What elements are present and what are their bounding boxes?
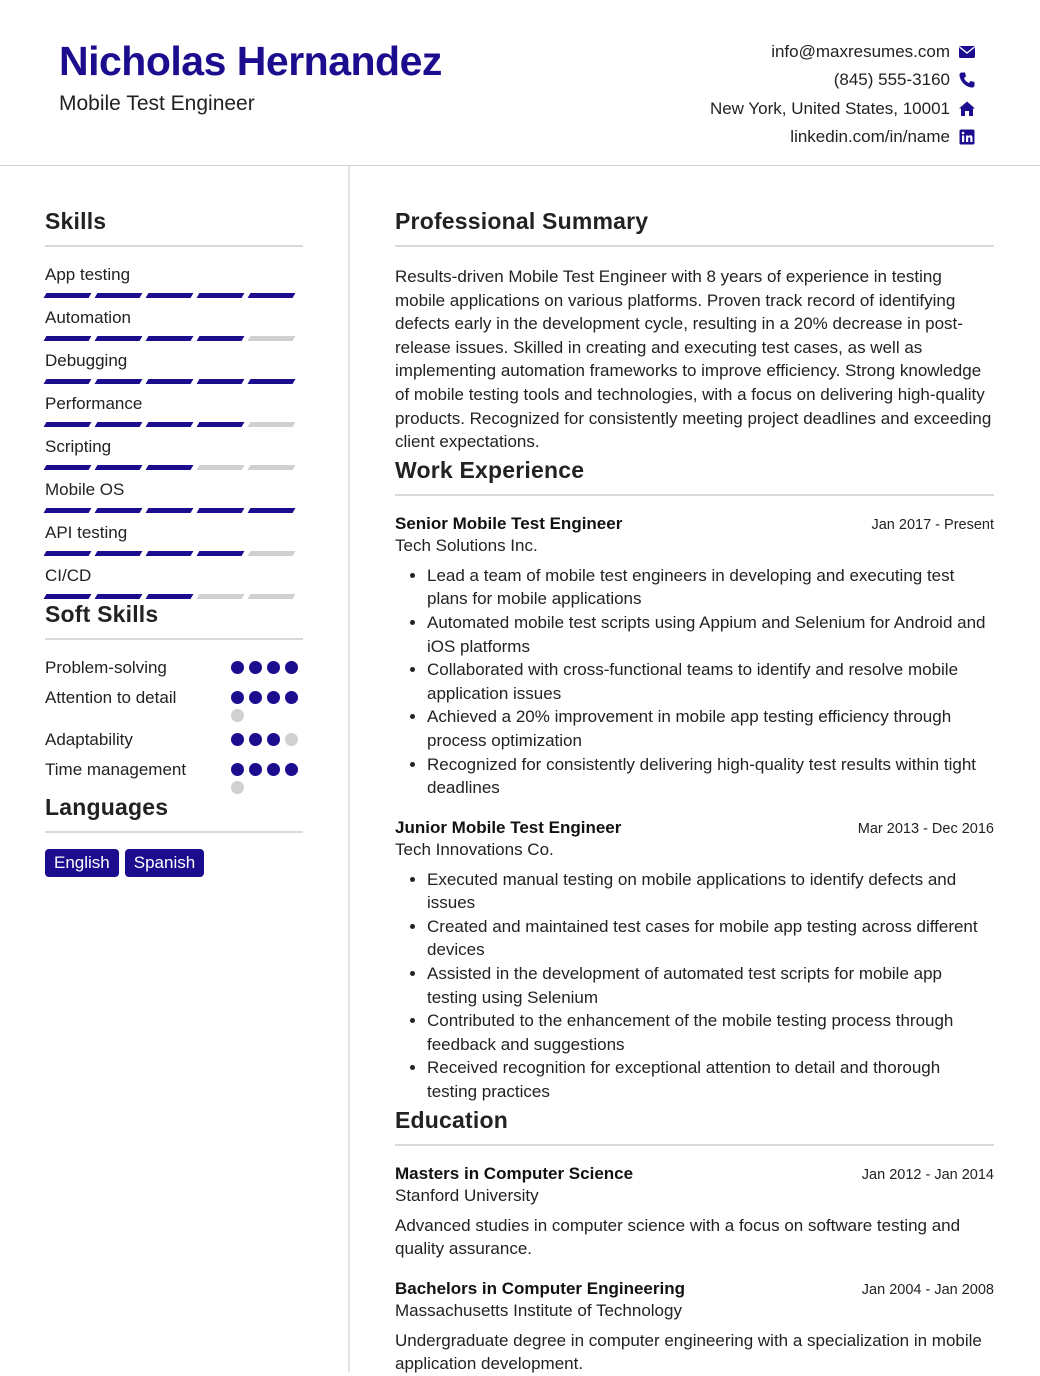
candidate-name: Nicholas Hernandez [59, 38, 442, 84]
language-badge: Spanish [125, 849, 204, 877]
education-dates: Jan 2004 - Jan 2008 [861, 1281, 994, 1298]
skill-level-segment [146, 594, 194, 599]
skill-level-segment [146, 551, 194, 556]
skill-level-segment [197, 508, 245, 513]
job-bullet: • Executed manual testing on mobile applications to identify defects and issues [427, 868, 994, 915]
education-entry [395, 1279, 994, 1376]
rating-dot [249, 733, 262, 746]
degree-name: Masters in Computer Science [395, 1163, 634, 1183]
left-column [45, 208, 303, 877]
rating-dot [267, 661, 280, 674]
phone-icon [958, 71, 976, 89]
job-bullet: • Lead a team of mobile test engineers in developing and executing test plans for mobile applications [427, 564, 994, 611]
experience-heading: Work Experience [395, 457, 994, 496]
skill-level-segment [95, 594, 143, 599]
skill-level-segment [95, 465, 143, 470]
rating-dot [267, 691, 280, 704]
home-icon [958, 100, 976, 118]
skill-level-segment [95, 379, 143, 384]
skill-item [45, 478, 303, 521]
soft-skill-item [45, 656, 303, 680]
skills-list [45, 263, 303, 607]
contact-email-text: info@maxresumes.com [771, 42, 950, 62]
job-bullets [395, 564, 994, 800]
soft-skills-list [45, 656, 303, 794]
rating-dot [249, 691, 262, 704]
job-entry [395, 514, 994, 800]
job-company: Tech Innovations Co. [395, 839, 554, 859]
skill-name: API testing [45, 523, 128, 542]
skill-name: Debugging [45, 351, 128, 370]
resume-header [0, 0, 1040, 166]
right-column [395, 208, 994, 1376]
soft-skill-rating [231, 728, 303, 752]
rating-dot [231, 709, 244, 722]
skill-level-segment [95, 293, 143, 298]
skill-level-segment [197, 551, 245, 556]
column-divider [348, 166, 350, 1372]
skill-level-segment [146, 293, 194, 298]
job-bullet: • Received recognition for exceptional attention to detail and thorough testing practices [427, 1056, 994, 1103]
job-entry [395, 818, 994, 1104]
skill-level-segment [44, 508, 92, 513]
job-title: Junior Mobile Test Engineer [395, 817, 622, 837]
job-bullet: • Contributed to the enhancement of the mobile testing process through feedback and suggestions [427, 1009, 994, 1056]
rating-dot [231, 733, 244, 746]
soft-skill-name: Time management [45, 760, 187, 779]
skill-level-segment [95, 336, 143, 341]
job-bullet: • Created and maintained test cases for mobile app testing across different devices [427, 915, 994, 962]
skill-item [45, 349, 303, 392]
candidate-title: Mobile Test Engineer [59, 92, 255, 115]
skill-level-segment [95, 551, 143, 556]
skill-level-segment [44, 594, 92, 599]
soft-skill-name: Problem-solving [45, 658, 167, 677]
degree-name: Bachelors in Computer Engineering [395, 1278, 685, 1298]
contact-location-text: New York, United States, 10001 [709, 98, 950, 118]
skill-level-segment [248, 594, 296, 599]
skills-heading: Skills [45, 208, 303, 247]
soft-skills-heading: Soft Skills [45, 601, 303, 640]
skill-level-segment [248, 551, 296, 556]
contact-email[interactable] [710, 38, 976, 66]
skill-level-segment [146, 422, 194, 427]
contact-phone-text: (845) 555-3160 [833, 70, 950, 90]
job-bullet: • Automated mobile test scripts using Appium and Selenium for Android and iOS platforms [427, 611, 994, 658]
soft-skill-name: Attention to detail [45, 688, 177, 707]
skill-level-segment [44, 293, 92, 298]
languages-heading: Languages [45, 794, 303, 833]
experience-list [395, 514, 994, 1104]
skill-level-segment [44, 379, 92, 384]
contact-list [710, 38, 976, 151]
skill-name: CI/CD [45, 566, 92, 585]
skill-level-segment [146, 465, 194, 470]
skill-level-segment [95, 422, 143, 427]
rating-dot [249, 763, 262, 776]
rating-dot [285, 733, 298, 746]
envelope-icon [958, 43, 976, 61]
skill-name: Scripting [45, 437, 112, 456]
skill-level-bar [45, 465, 303, 470]
job-company: Tech Solutions Inc. [395, 535, 538, 555]
skill-level-bar [45, 594, 303, 599]
skill-level-bar [45, 551, 303, 556]
skill-level-segment [197, 336, 245, 341]
job-header [395, 514, 994, 534]
rating-dot [231, 661, 244, 674]
skill-name: Performance [45, 394, 143, 413]
school-name: Stanford University [395, 1185, 539, 1205]
job-bullet: • Recognized for consistently delivering high-quality test results within tight deadlines [427, 753, 994, 800]
soft-skill-rating [231, 656, 303, 680]
soft-skill-item [45, 686, 303, 722]
language-badge: English [45, 849, 119, 877]
rating-dot [231, 763, 244, 776]
contact-phone[interactable] [710, 66, 976, 94]
skill-level-segment [197, 293, 245, 298]
skill-level-segment [248, 336, 296, 341]
skill-level-segment [146, 336, 194, 341]
soft-skill-item [45, 728, 303, 752]
skill-name: Automation [45, 308, 131, 327]
soft-skill-rating [231, 686, 303, 722]
skill-level-segment [44, 551, 92, 556]
soft-skill-name: Adaptability [45, 730, 133, 749]
skill-level-segment [197, 422, 245, 427]
skill-level-segment [197, 465, 245, 470]
education-header [395, 1164, 994, 1184]
contact-linkedin-text: linkedin.com/in/name [790, 127, 950, 147]
skill-level-segment [95, 508, 143, 513]
rating-dot [285, 661, 298, 674]
languages-list [45, 849, 303, 877]
skill-item [45, 435, 303, 478]
linkedin-icon [958, 128, 976, 146]
job-bullet: • Achieved a 20% improvement in mobile app testing efficiency through process optimization [427, 705, 994, 752]
skill-level-segment [146, 379, 194, 384]
job-title: Senior Mobile Test Engineer [395, 513, 623, 533]
skill-level-segment [44, 422, 92, 427]
contact-location [710, 95, 976, 123]
skill-level-segment [248, 465, 296, 470]
skill-name: App testing [45, 265, 131, 284]
skill-level-segment [44, 465, 92, 470]
education-dates: Jan 2012 - Jan 2014 [861, 1166, 994, 1183]
contact-linkedin[interactable] [710, 123, 976, 151]
summary-heading: Professional Summary [395, 208, 994, 247]
skill-level-segment [44, 336, 92, 341]
skill-item [45, 392, 303, 435]
school-name: Massachusetts Institute of Technology [395, 1300, 682, 1320]
job-bullet: • Collaborated with cross-functional teams to identify and resolve mobile application issues [427, 658, 994, 705]
rating-dot [231, 781, 244, 794]
skill-level-bar [45, 422, 303, 427]
soft-skill-item [45, 758, 303, 794]
skill-level-segment [197, 379, 245, 384]
rating-dot [267, 733, 280, 746]
skill-item [45, 521, 303, 564]
rating-dot [285, 763, 298, 776]
skill-level-bar [45, 293, 303, 298]
job-bullet: • Assisted in the development of automated test scripts for mobile app testing using Selenium [427, 962, 994, 1009]
soft-skill-rating [231, 758, 303, 794]
education-header [395, 1279, 994, 1299]
summary-text: Results-driven Mobile Test Engineer with 8 years of experience in testing mobile applications on various platforms. Proven track record of identifying defects early in the development cycle, resulting in a 20% decrease in post-release issues. Skilled in creating and executing test cases, as well as implementing automation frameworks to improve efficiency. Strong knowledge of mobile testing tools and technologies, with a focus on delivering high-quality products. Recognized for consistently meeting project deadlines and exceeding client expectations. [395, 267, 992, 452]
skill-level-segment [248, 379, 296, 384]
job-bullets [395, 868, 994, 1104]
skill-item [45, 306, 303, 349]
skill-level-bar [45, 379, 303, 384]
skill-level-segment [197, 594, 245, 599]
rating-dot [231, 691, 244, 704]
skill-level-segment [248, 422, 296, 427]
skill-level-segment [146, 508, 194, 513]
education-description: Undergraduate degree in computer engineering with a specialization in mobile application development. [395, 1330, 982, 1374]
skill-level-segment [248, 293, 296, 298]
skill-level-bar [45, 508, 303, 513]
rating-dot [267, 763, 280, 776]
education-entry [395, 1164, 994, 1261]
skill-level-segment [248, 508, 296, 513]
job-header [395, 818, 994, 838]
job-dates: Mar 2013 - Dec 2016 [857, 820, 994, 837]
skill-item [45, 263, 303, 306]
skill-level-bar [45, 336, 303, 341]
education-heading: Education [395, 1107, 994, 1146]
rating-dot [249, 661, 262, 674]
education-description: Advanced studies in computer science with a focus on software testing and quality assurance. [395, 1215, 961, 1259]
education-list [395, 1164, 994, 1376]
skill-name: Mobile OS [45, 480, 125, 499]
job-dates: Jan 2017 - Present [871, 516, 994, 533]
rating-dot [285, 691, 298, 704]
